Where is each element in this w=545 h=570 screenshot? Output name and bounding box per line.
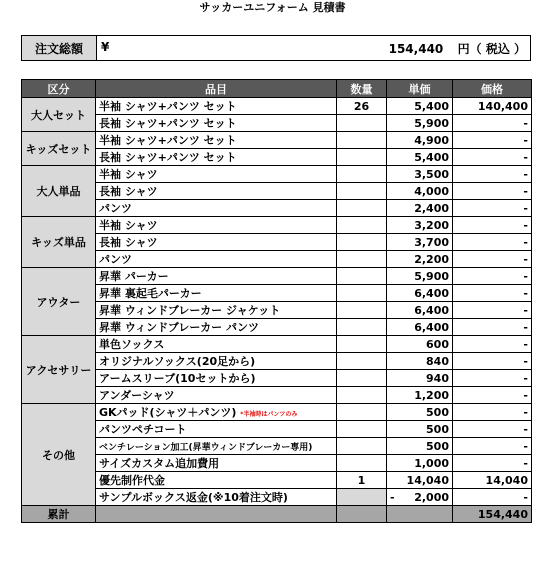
price-cell: -: [453, 115, 532, 132]
unit-price-value: 5,400: [414, 150, 449, 164]
unit-price-value: 500: [426, 405, 449, 419]
item-label: 長袖 シャツ+パンツ セット: [99, 151, 237, 164]
item-cell: [96, 421, 337, 438]
table-row: [22, 251, 532, 268]
item-cell: [96, 183, 337, 200]
item-cell: [96, 438, 337, 455]
price-cell: -: [453, 455, 532, 472]
item-cell: [96, 251, 337, 268]
minus-sign: -: [390, 490, 395, 504]
table-row: [22, 489, 532, 506]
item-cell: [96, 217, 337, 234]
price-cell: -: [453, 302, 532, 319]
qty-cell[interactable]: [337, 132, 387, 149]
unit-price-value: 940: [426, 371, 449, 385]
order-total-amount: 154,440: [388, 41, 444, 56]
qty-cell[interactable]: [337, 183, 387, 200]
item-cell: [96, 302, 337, 319]
unit-price-value: 3,700: [414, 235, 449, 249]
item-label: 半袖 シャツ: [99, 168, 158, 181]
table-row: [22, 302, 532, 319]
item-cell: [96, 387, 337, 404]
price-cell: -: [453, 166, 532, 183]
price-cell: -: [453, 319, 532, 336]
header-qty: 数量: [337, 80, 387, 98]
unit-price-cell: [387, 149, 453, 166]
unit-price-value: 2,200: [414, 252, 449, 266]
item-label: ベンチレーション加工(昇華ウィンドブレーカー専用): [99, 442, 313, 453]
unit-price-cell: [387, 302, 453, 319]
category-cell: 大人セット: [22, 98, 96, 132]
item-label: パンツペチコート: [99, 423, 187, 436]
item-label: GKパッド(シャツ＋パンツ): [99, 406, 237, 419]
item-note: *半袖時はパンツのみ: [240, 411, 298, 418]
qty-cell[interactable]: [337, 149, 387, 166]
item-label: 長袖 シャツ+パンツ セット: [99, 117, 237, 130]
table-header: [22, 80, 532, 98]
item-cell: [96, 455, 337, 472]
item-label: 半袖 シャツ: [99, 219, 158, 232]
unit-price-cell: [387, 404, 453, 421]
order-total-value: [97, 36, 531, 61]
qty-cell[interactable]: [337, 217, 387, 234]
unit-price-cell: [387, 489, 453, 506]
price-cell: -: [453, 370, 532, 387]
table-row: [22, 166, 532, 183]
item-label: 単色ソックス: [99, 338, 165, 351]
unit-price-cell: [387, 234, 453, 251]
sum-row: [22, 506, 532, 523]
unit-price-value: 600: [426, 337, 449, 351]
header-price: 価格: [453, 80, 532, 98]
price-cell: -: [453, 404, 532, 421]
category-cell: キッズ単品: [22, 217, 96, 268]
table-row: [22, 132, 532, 149]
price-cell: 140,400: [453, 98, 532, 115]
qty-cell[interactable]: [337, 166, 387, 183]
unit-price-cell: [387, 217, 453, 234]
table-row: [22, 455, 532, 472]
item-label: 長袖 シャツ: [99, 185, 158, 198]
header-unit-price: 単価: [387, 80, 453, 98]
price-cell: -: [453, 149, 532, 166]
item-cell: [96, 98, 337, 115]
category-cell: 大人単品: [22, 166, 96, 217]
item-cell: [96, 319, 337, 336]
table-row: [22, 200, 532, 217]
category-cell: アクセサリー: [22, 336, 96, 404]
price-cell: -: [453, 268, 532, 285]
qty-cell[interactable]: 26: [337, 98, 387, 115]
category-cell: キッズセット: [22, 132, 96, 166]
unit-price-cell: [387, 455, 453, 472]
item-label: 半袖 シャツ+パンツ セット: [99, 100, 237, 113]
unit-price-value: 2,400: [414, 201, 449, 215]
table-row: [22, 370, 532, 387]
unit-price-value: 1,200: [414, 388, 449, 402]
price-cell: -: [453, 132, 532, 149]
table-row: [22, 285, 532, 302]
page-title: サッカーユニフォーム 見積書: [199, 1, 346, 14]
unit-price-cell: [387, 166, 453, 183]
qty-cell[interactable]: [337, 455, 387, 472]
price-cell: -: [453, 336, 532, 353]
item-cell: [96, 353, 337, 370]
unit-price-cell: [387, 336, 453, 353]
item-cell: [96, 404, 337, 421]
qty-cell[interactable]: [337, 404, 387, 421]
qty-cell[interactable]: [337, 438, 387, 455]
unit-price-value: 14,040: [406, 473, 449, 487]
unit-price-value: 4,900: [414, 133, 449, 147]
item-cell: [96, 166, 337, 183]
price-cell: -: [453, 183, 532, 200]
price-cell: -: [453, 438, 532, 455]
item-label: 長袖 シャツ: [99, 236, 158, 249]
item-cell: [96, 149, 337, 166]
qty-cell[interactable]: [337, 489, 387, 506]
table-row: [22, 336, 532, 353]
price-cell: -: [453, 421, 532, 438]
qty-cell[interactable]: 1: [337, 472, 387, 489]
unit-price-value: 5,400: [414, 99, 449, 113]
category-cell: その他: [22, 404, 96, 506]
unit-price-cell: [387, 115, 453, 132]
unit-price-value: 840: [426, 354, 449, 368]
item-label: サイズカスタム追加費用: [99, 457, 220, 470]
unit-price-value: 5,900: [414, 269, 449, 283]
unit-price-value: 3,200: [414, 218, 449, 232]
currency-symbol: ¥: [101, 39, 110, 54]
sum-price: 154,440: [453, 506, 532, 523]
qty-cell[interactable]: [337, 268, 387, 285]
table-row: [22, 234, 532, 251]
item-cell: [96, 472, 337, 489]
unit-price-value: 6,400: [414, 286, 449, 300]
price-cell: -: [453, 251, 532, 268]
unit-price-value: 500: [426, 439, 449, 453]
qty-cell[interactable]: [337, 302, 387, 319]
unit-price-cell: [387, 421, 453, 438]
unit-price-cell: [387, 370, 453, 387]
item-label: アンダーシャツ: [99, 389, 175, 402]
qty-cell[interactable]: [337, 370, 387, 387]
item-cell: [96, 132, 337, 149]
unit-price-value: 5,900: [414, 116, 449, 130]
price-cell: -: [453, 217, 532, 234]
item-cell: [96, 268, 337, 285]
item-label: 昇華 裏起毛パーカー: [99, 287, 202, 300]
qty-cell[interactable]: [337, 421, 387, 438]
qty-cell[interactable]: [337, 251, 387, 268]
order-total-unit: 円（ 税込 ）: [457, 41, 526, 56]
qty-cell[interactable]: [337, 319, 387, 336]
table-row: [22, 98, 532, 115]
header-category: 区分: [22, 80, 96, 98]
price-cell: 14,040: [453, 472, 532, 489]
price-cell: -: [453, 234, 532, 251]
unit-price-value: 6,400: [414, 303, 449, 317]
unit-price-cell: [387, 132, 453, 149]
price-cell: -: [453, 285, 532, 302]
item-label: 優先制作代金: [99, 474, 165, 487]
table-row: [22, 472, 532, 489]
item-cell: [96, 370, 337, 387]
unit-price-cell: [387, 268, 453, 285]
price-cell: -: [453, 353, 532, 370]
qty-cell[interactable]: [337, 285, 387, 302]
unit-price-cell: [387, 200, 453, 217]
table-row: [22, 319, 532, 336]
sum-label: 累計: [22, 506, 96, 523]
item-label: 昇華 ウィンドブレーカー パンツ: [99, 321, 260, 334]
table-row: [22, 217, 532, 234]
item-cell: [96, 285, 337, 302]
unit-price-cell: [387, 319, 453, 336]
table-row: [22, 438, 532, 455]
table-row: [22, 268, 532, 285]
qty-cell[interactable]: [337, 234, 387, 251]
unit-price-value: 2,000: [414, 490, 449, 504]
unit-price-cell: [387, 353, 453, 370]
item-label: 昇華 ウィンドブレーカー ジャケット: [99, 304, 281, 317]
unit-price-cell: [387, 387, 453, 404]
item-cell: [96, 200, 337, 217]
item-cell: [96, 336, 337, 353]
qty-cell[interactable]: [337, 336, 387, 353]
unit-price-cell: [387, 183, 453, 200]
item-label: アームスリーブ(10セットから): [99, 372, 256, 385]
item-label: パンツ: [99, 253, 132, 266]
price-cell: -: [453, 489, 532, 506]
table-row: [22, 183, 532, 200]
order-total-label: 注文総額: [22, 36, 97, 61]
price-cell: -: [453, 387, 532, 404]
table-row: [22, 115, 532, 132]
order-total-box: [21, 35, 531, 61]
item-cell: [96, 489, 337, 506]
unit-price-value: 1,000: [414, 456, 449, 470]
item-cell: [96, 234, 337, 251]
unit-price-cell: [387, 251, 453, 268]
item-label: 昇華 パーカー: [99, 270, 169, 283]
table-row: [22, 404, 532, 421]
item-label: オリジナルソックス(20足から): [99, 355, 256, 368]
unit-price-value: 6,400: [414, 320, 449, 334]
qty-cell[interactable]: [337, 353, 387, 370]
item-label: パンツ: [99, 202, 132, 215]
price-cell: -: [453, 200, 532, 217]
table-row: [22, 421, 532, 438]
item-label: 半袖 シャツ+パンツ セット: [99, 134, 237, 147]
unit-price-cell: [387, 472, 453, 489]
header-item: 品目: [96, 80, 337, 98]
qty-cell[interactable]: [337, 200, 387, 217]
table-row: [22, 353, 532, 370]
table-row: [22, 387, 532, 404]
item-label: サンプルボックス返金(※10着注文時): [99, 491, 288, 504]
qty-cell[interactable]: [337, 387, 387, 404]
unit-price-value: 500: [426, 422, 449, 436]
unit-price-value: 3,500: [414, 167, 449, 181]
category-cell: アウター: [22, 268, 96, 336]
table-row: [22, 149, 532, 166]
unit-price-cell: [387, 285, 453, 302]
item-cell: [96, 115, 337, 132]
unit-price-value: 4,000: [414, 184, 449, 198]
qty-cell[interactable]: [337, 115, 387, 132]
unit-price-cell: [387, 98, 453, 115]
unit-price-cell: [387, 438, 453, 455]
estimate-table: [21, 79, 532, 523]
